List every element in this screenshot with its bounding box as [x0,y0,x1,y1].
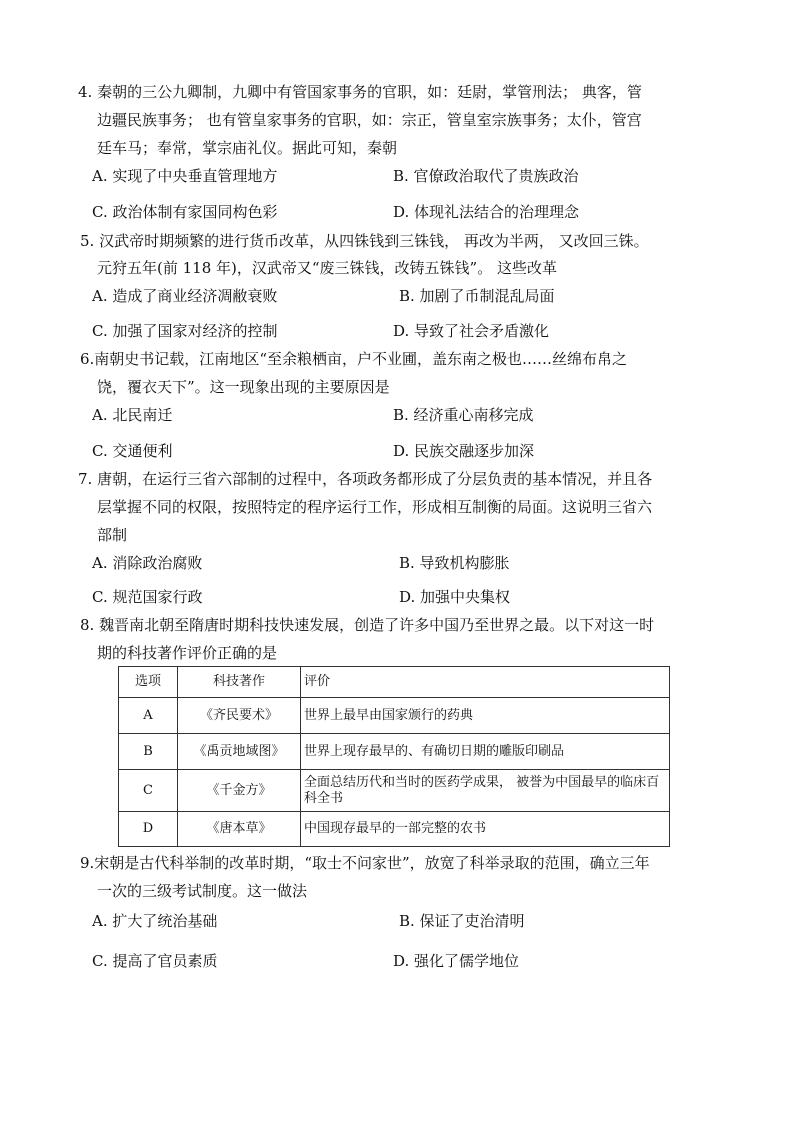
question-4-option-d: D. 体现礼法结合的治理理念 [393,203,580,221]
question-6-option-b: B. 经济重心南移完成 [393,406,534,424]
table-cell-work: 《禹贡地域图》 [178,734,301,770]
table-header-option: 选项 [119,667,178,698]
table-cell-work: 《齐民要术》 [178,698,301,734]
question-9-option-a: A. 扩大了统治基础 [92,912,218,930]
question-6-option-d: D. 民族交融逐步加深 [393,442,535,460]
question-6-option-c: C. 交通便利 [92,442,173,460]
question-4-line-3: 廷车马；奉常，掌宗庙礼仪。据此可知，秦朝 [97,139,398,157]
question-5-line-2: 元狩五年(前 118 年)，汉武帝又“废三铢钱，改铸五铢钱”。 这些改革 [97,259,557,277]
table-header-row [119,667,670,698]
table-cell-evaluation: 世界上最早由国家颁行的药典 [301,698,670,734]
table-cell-evaluation: 中国现存最早的一部完整的农书 [301,812,670,847]
question-6-line-2: 饶，覆衣天下”。这一现象出现的主要原因是 [97,378,390,396]
table-cell-option: C [119,770,178,812]
question-7-line-2: 层掌握不同的权限，按照特定的程序运行工作，形成相互制衡的局面。这说明三省六 [97,498,653,516]
question-4-option-b: B. 官僚政治取代了贵族政治 [393,167,579,185]
question-5-option-a: A. 造成了商业经济凋敝衰败 [92,287,278,305]
table-row [119,698,670,734]
tech-works-table [118,666,670,847]
question-4-option-a: A. 实现了中央垂直管理地方 [92,167,278,185]
question-5-option-c: C. 加强了国家对经济的控制 [92,322,278,340]
table-cell-option: A [119,698,178,734]
table-header-evaluation: 评价 [301,667,670,698]
table-cell-option: D [119,812,178,847]
question-7-option-a: A. 消除政治腐败 [92,554,203,572]
question-4-line-2: 边疆民族事务； 也有管皇家事务的官职，如：宗正，管皇室宗族事务；太仆，管宫 [97,111,642,129]
table-header-work: 科技著作 [178,667,301,698]
table-cell-option: B [119,734,178,770]
question-8-line-2: 期的科技著作评价正确的是 [97,644,278,662]
question-4-line-1: 4. 秦朝的三公九卿制，九卿中有管国家事务的官职，如：廷尉，掌管刑法； 典客，管 [78,83,642,101]
question-8-line-1: 8. 魏晋南北朝至隋唐时期科技快速发展，创造了许多中国乃至世界之最。以下对这一时 [80,616,655,634]
question-6-option-a: A. 北民南迁 [92,406,173,424]
question-7-option-b: B. 导致机构膨胀 [399,554,510,572]
table-row [119,734,670,770]
question-7-line-1: 7. 唐朝，在运行三省六部制的过程中，各项政务都形成了分层负责的基本情况，并且各 [78,470,653,488]
question-5-option-b: B. 加剧了币制混乱局面 [399,287,555,305]
question-9-option-c: C. 提高了官员素质 [92,952,218,970]
table-cell-work: 《唐本草》 [178,812,301,847]
question-9-line-1: 9.宋朝是古代科举制的改革时期，“取士不问家世”，放宽了科举录取的范围，确立三年 [80,854,650,872]
question-6-line-1: 6.南朝史书记载，江南地区“至余粮栖亩，户不业圃，盖东南之极也……丝绵布帛之 [80,350,627,368]
question-9-option-d: D. 强化了儒学地位 [393,952,520,970]
question-5-line-1: 5. 汉武帝时期频繁的进行货币改革，从四铢钱到三铢钱， 再改为半两， 又改回三铢。 [80,232,649,250]
question-7-option-d: D. 加强中央集权 [399,588,511,606]
question-7-line-3: 部制 [97,526,128,544]
question-4-option-c: C. 政治体制有家国同构色彩 [92,203,278,221]
table-row [119,812,670,847]
table-row [119,770,670,812]
question-9-line-2: 一次的三级考试制度。这一做法 [97,882,308,900]
table-cell-evaluation: 全面总结历代和当时的医药学成果， 被誉为中国最早的临床百科全书 [301,770,670,812]
question-7-option-c: C. 规范国家行政 [92,588,203,606]
question-9-option-b: B. 保证了吏治清明 [399,912,525,930]
table-cell-evaluation: 世界上现存最早的、有确切日期的雕版印刷品 [301,734,670,770]
question-5-option-d: D. 导致了社会矛盾激化 [393,322,550,340]
table-cell-work: 《千金方》 [178,770,301,812]
